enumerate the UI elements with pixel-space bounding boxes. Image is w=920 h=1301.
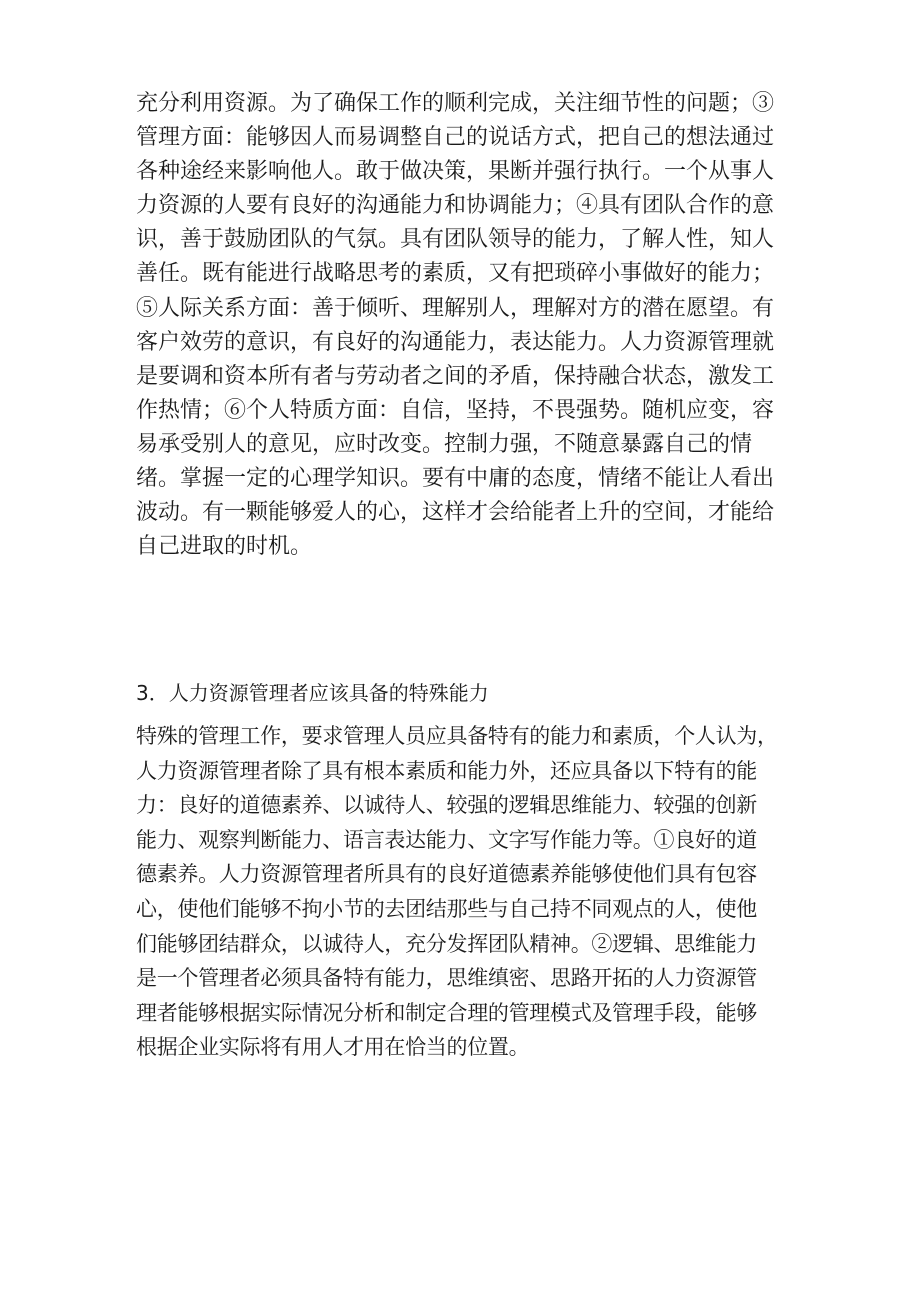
text-line: 能力、观察判断能力、语言表达能力、文字写作能力等。①良好的道 [136, 827, 757, 852]
paragraph-personal-qualities [136, 87, 776, 564]
text-line: 易承受别人的意见，应时改变。控制力强，不随意暴露自己的情 [136, 431, 753, 457]
paragraph-special-abilities [136, 719, 776, 1065]
text-line: 人力资源管理者除了具有根本素质和能力外，还应具备以下特有的能 [136, 758, 757, 783]
text-line: 波动。有一颗能够爱人的心，这样才会给能者上升的空间，才能给 [136, 500, 775, 526]
text-line: 德素养。人力资源管理者所具有的良好道德素养能够使他们具有包容 [136, 862, 757, 887]
text-line: 理者能够根据实际情况分析和制定合理的管理模式及管理手段，能够 [136, 1000, 757, 1025]
text-line: 作热情；⑥个人特质方面：自信，坚持，不畏强势。随机应变，容 [136, 397, 775, 423]
text-line: 自己进取的时机。 [136, 534, 313, 560]
text-line: 绪。掌握一定的心理学知识。要有中庸的态度，情绪不能让人看出 [136, 466, 775, 492]
text-line: 们能够团结群众，以诚待人，充分发挥团队精神。②逻辑、思维能力 [136, 931, 757, 956]
text-line: 充分利用资源。为了确保工作的顺利完成，关注细节性的问题；③ [136, 91, 775, 116]
text-line: 识，善于鼓励团队的气氛。具有团队领导的能力，了解人性，知人 [136, 227, 775, 253]
text-line: 各种途经来影响他人。敢于做决策，果断并强行执行。一个从事人 [136, 159, 775, 185]
section-heading: 3．人力资源管理者应该具备的特殊能力 [136, 681, 489, 705]
text-line: 根据企业实际将有用人才用在恰当的位置。 [136, 1035, 530, 1060]
text-line: 客户效劳的意识，有良好的沟通能力，表达能力。人力资源管理就 [136, 329, 775, 355]
text-line: 管理方面：能够因人而易调整自己的说话方式，把自己的想法通过 [136, 125, 775, 151]
text-line: 是一个管理者必须具备特有能力，思维缜密、思路开拓的人力资源管 [136, 966, 757, 991]
text-line: 善任。既有能进行战略思考的素质，又有把琐碎小事做好的能力； [136, 261, 775, 287]
text-line: 力资源的人要有良好的沟通能力和协调能力；④具有团队合作的意 [136, 193, 775, 219]
text-line: ⑤人际关系方面：善于倾听、理解别人，理解对方的潜在愿望。有 [136, 295, 775, 321]
text-line: 特殊的管理工作，要求管理人员应具备特有的能力和素质，个人认为， [136, 724, 778, 748]
text-line: 心，使他们能够不拘小节的去团结那些与自己持不同观点的人，使他 [136, 896, 757, 921]
text-line: 是要调和资本所有者与劳动者之间的矛盾，保持融合状态，激发工 [136, 363, 775, 389]
text-line: 力：良好的道德素养、以诚待人、较强的逻辑思维能力、较强的创新 [136, 793, 757, 818]
